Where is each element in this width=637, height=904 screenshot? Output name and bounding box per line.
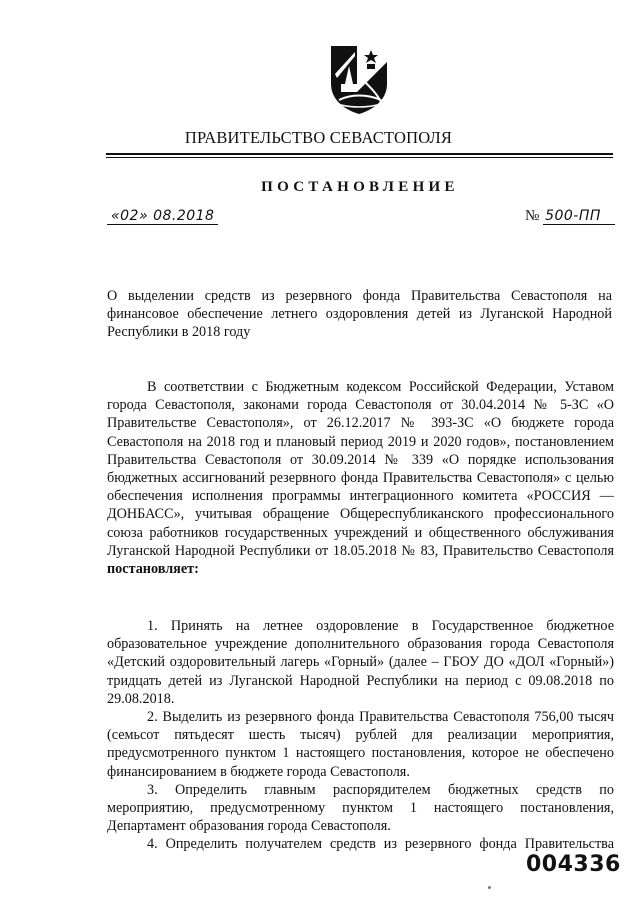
serial-number: 004336 — [526, 852, 621, 877]
date-field: «02» 08.2018 — [107, 208, 218, 225]
number-field: 500-ПП — [543, 208, 615, 225]
preamble-text: В соответствии с Бюджетным кодексом Российской Федерации, Уставом города Севастополя, законами города Севастополя от 30.04.2014 № 5-ЗС «О Правительстве Севастополя», от 26.12.2017 № 393-ЗС «О бюджете города Севастополя на 2018 год и плановый период 2019 и 2020 годов», постановлением Правительства Севастополя от 30.09.2014 № 339 «О порядке использования бюджетных ассигнований резервного фонда Правительства Севастополя» с целью обеспечения исполнения программы интеграционного комитета «РОССИЯ — ДОНБАСС», учитывая обращение Общереспубликанского профессионального союза работников государственных учреждений и общественного обслуживания Луганской Народной Республики от 18.05.2018 № 83, Правительство Севастополя — [107, 379, 614, 559]
preamble-paragraph — [107, 378, 614, 578]
number-sign: № — [525, 208, 540, 224]
document-number — [525, 208, 615, 225]
document-date — [107, 208, 218, 225]
resolution-item-4: 4. Определить получателем средств из резервного фонда Правительства — [147, 836, 614, 853]
resolution-item-2: 2. Выделить из резервного фонда Правительства Севастополя 756,00 тысяч (семьсот пятьдесят шесть тысяч) рублей для реализации мероприятия, предусмотренного пунктом 1 настоящего постановления, которое не обеспечено финансированием в бюджете города Севастополя. — [107, 709, 614, 780]
header-rule-thick — [106, 153, 613, 155]
coat-of-arms-icon — [327, 44, 391, 116]
resolution-items — [107, 617, 614, 854]
scan-speck — [488, 886, 491, 889]
preamble-verb: постановляет: — [107, 561, 199, 578]
document-type-heading: ПОСТАНОВЛЕНИЕ — [261, 179, 459, 195]
resolution-item-3: 3. Определить главным распорядителем бюджетных средств по мероприятию, предусмотренному пунктом 1 настоящего постановления, Департамент образования города Севастополя. — [107, 781, 614, 835]
government-title: ПРАВИТЕЛЬСТВО СЕВАСТОПОЛЯ — [184, 128, 453, 147]
header-rule-thin — [106, 157, 613, 158]
resolution-item-1: 1. Принять на летнее оздоровление в Государственное бюджетное образовательное учреждение дополнительного образования города Севастополя «Детский оздоровительный лагерь «Горный» (далее – ГБОУ ДО «ДОЛ «Горный») тридцать детей из Луганской Народной Республики на период с 09.08.2018 по 29.08.2018. — [107, 618, 614, 707]
document-subject: О выделении средств из резервного фонда Правительства Севастополя на финансовое обеспечение летнего оздоровления детей из Луганской Народной Республики в 2018 году — [107, 288, 612, 341]
